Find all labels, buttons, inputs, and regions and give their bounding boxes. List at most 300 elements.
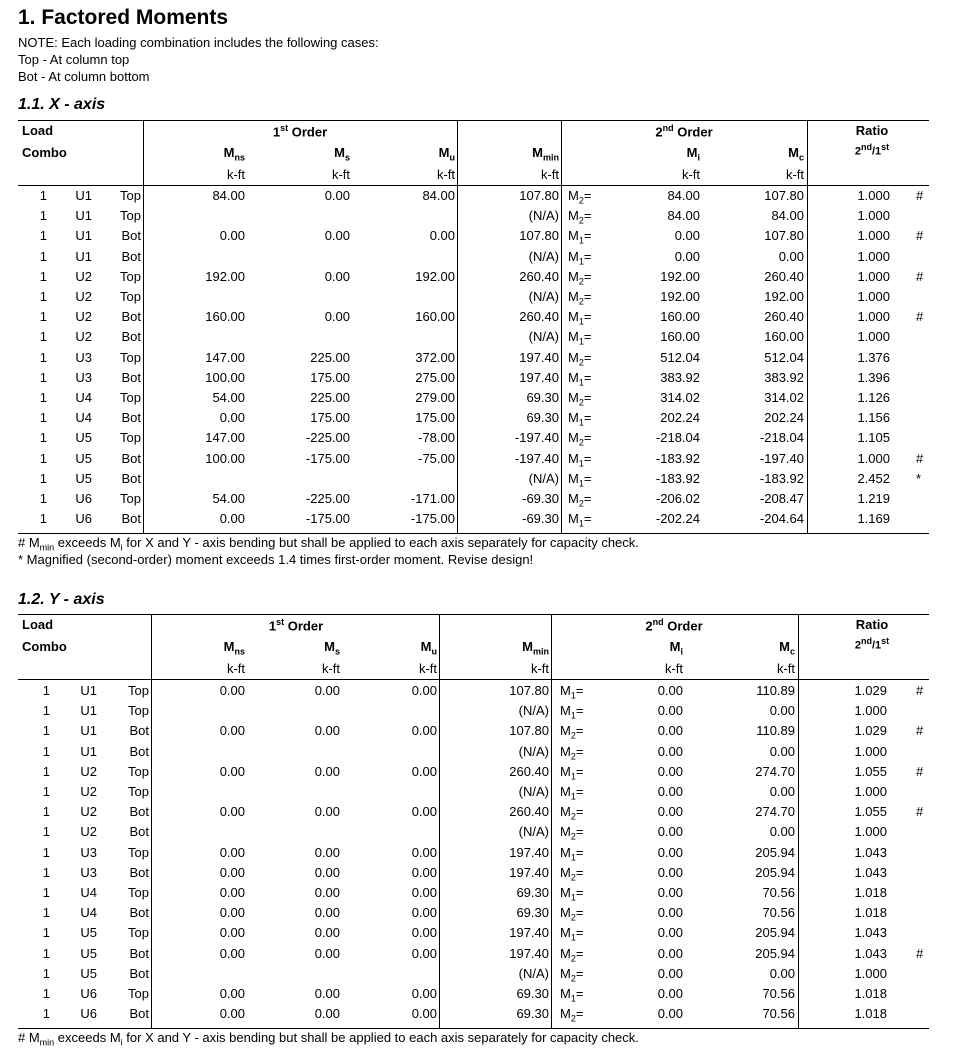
cell-mmin: 197.40	[509, 864, 549, 880]
cell-combo: U2	[80, 824, 97, 840]
cell-position: Top	[120, 349, 141, 365]
note-line: Bot - At column bottom	[18, 69, 150, 84]
cell-mns: 84.00	[212, 188, 245, 203]
cell-mmin: 69.30	[516, 986, 549, 1001]
cell-combo: U1	[75, 248, 92, 264]
cell-flag: #	[916, 228, 924, 244]
cell-ratio: 1.000	[854, 784, 887, 799]
cell-mmin: (N/A)	[518, 743, 549, 759]
cell-mc: 205.94	[755, 864, 795, 880]
cell-mc: 0.00	[769, 703, 795, 719]
cell-mns: 0.00	[219, 763, 245, 779]
cell-moment-end: $M_2=$	[560, 905, 584, 923]
cell-flag: #	[916, 309, 924, 325]
cell-mc: 202.24	[764, 410, 804, 426]
cell-ms: 0.00	[324, 188, 350, 203]
cell-moment-end: $M_2=$	[560, 743, 584, 762]
cell-mi: 0.00	[657, 683, 683, 698]
cell-ratio: 1.000	[854, 703, 887, 719]
cell-flag: #	[916, 723, 924, 739]
cell-mu: 0.00	[411, 905, 437, 921]
cell-position: Bot	[129, 945, 149, 961]
cell-mu: 0.00	[411, 864, 437, 880]
header-load: Load	[22, 123, 54, 138]
cell-mi: 512.04	[660, 349, 700, 365]
cell-mns: 100.00	[205, 450, 245, 466]
cell-mu: 0.00	[411, 1006, 437, 1022]
cell-mi: 202.24	[660, 410, 700, 426]
cell-position: Bot	[129, 743, 149, 759]
cell-mmin: 260.40	[519, 268, 559, 284]
cell-mmin: (N/A)	[518, 784, 549, 799]
cell-load: 1	[39, 248, 47, 264]
cell-combo: U1	[80, 723, 97, 739]
cell-load: 1	[39, 430, 47, 446]
column-divider	[798, 614, 799, 1028]
cell-ms: 175.00	[310, 369, 350, 385]
cell-mi: 0.00	[674, 248, 700, 264]
cell-mc: 0.00	[769, 743, 795, 759]
unit-mu: k-ft	[436, 167, 455, 182]
cell-position: Top	[128, 784, 149, 799]
cell-mc: 512.04	[764, 349, 804, 365]
unit-mc: k-ft	[785, 167, 804, 182]
cell-ratio: 1.000	[854, 824, 887, 840]
cell-ratio: 1.055	[854, 763, 887, 779]
cell-mmin: 197.40	[509, 844, 549, 860]
cell-load: 1	[42, 683, 50, 698]
cell-combo: U4	[75, 390, 92, 405]
cell-position: Top	[128, 986, 149, 1001]
cell-mi: -218.04	[655, 430, 700, 446]
cell-position: Top	[120, 491, 141, 506]
cell-mns: 0.00	[219, 804, 245, 820]
unit-mi: k-ft	[664, 661, 683, 676]
cell-mc: 314.02	[764, 390, 804, 405]
header-ms: $M_s$	[334, 145, 350, 163]
cell-mu: 175.00	[415, 410, 455, 426]
cell-mu: 275.00	[415, 369, 455, 385]
cell-flag: #	[916, 188, 924, 203]
cell-ms: 0.00	[314, 763, 340, 779]
cell-ratio: 1.376	[857, 349, 890, 365]
cell-load: 1	[39, 491, 47, 506]
cell-position: Top	[128, 844, 149, 860]
cell-combo: U5	[80, 925, 97, 941]
cell-position: Bot	[129, 905, 149, 921]
cell-mns: 0.00	[219, 410, 245, 426]
cell-combo: U2	[75, 309, 92, 325]
cell-mmin: 69.30	[516, 885, 549, 900]
cell-position: Bot	[121, 228, 141, 244]
cell-mmin: (N/A)	[528, 289, 559, 304]
cell-mns: 54.00	[212, 491, 245, 506]
cell-flag: #	[916, 804, 924, 820]
cell-combo: U2	[80, 763, 97, 779]
cell-ratio: 1.396	[857, 369, 890, 385]
cell-mi: 0.00	[657, 925, 683, 941]
cell-ratio: 1.018	[854, 1006, 887, 1022]
cell-moment-end: $M_1=$	[568, 248, 592, 267]
cell-combo: U1	[75, 208, 92, 224]
cell-mi: -206.02	[655, 491, 700, 506]
cell-combo: U2	[75, 329, 92, 345]
unit-mu: k-ft	[418, 661, 437, 676]
cell-ms: -175.00	[305, 450, 350, 466]
cell-mc: 84.00	[771, 208, 804, 224]
cell-load: 1	[39, 349, 47, 365]
cell-ratio: 1.000	[857, 268, 890, 284]
cell-moment-end: $M_2=$	[560, 1006, 584, 1024]
header-mmin: $M_{min}$	[522, 639, 549, 657]
cell-mi: 0.00	[657, 945, 683, 961]
cell-moment-end: $M_2=$	[568, 188, 592, 206]
cell-mi: 0.00	[657, 885, 683, 900]
cell-moment-end: $M_2=$	[560, 864, 584, 883]
cell-mi: 84.00	[667, 208, 700, 224]
cell-moment-end: $M_1=$	[568, 511, 592, 529]
cell-mmin: 197.40	[519, 369, 559, 385]
cell-position: Top	[120, 430, 141, 446]
cell-moment-end: $M_1=$	[568, 470, 592, 489]
section-title: 1.1. X - axis	[18, 96, 106, 113]
cell-combo: U5	[80, 945, 97, 961]
cell-mns: 0.00	[219, 986, 245, 1001]
cell-mi: -183.92	[655, 470, 700, 486]
cell-ratio: 2.452	[857, 470, 890, 486]
cell-mi: 0.00	[657, 1006, 683, 1022]
cell-moment-end: $M_1=$	[560, 763, 584, 782]
cell-position: Bot	[121, 511, 141, 527]
cell-ratio: 1.029	[854, 723, 887, 739]
cell-mmin: 197.40	[519, 349, 559, 365]
cell-mmin: -69.30	[522, 491, 559, 506]
cell-mc: 0.00	[769, 824, 795, 840]
cell-flag: #	[916, 268, 924, 284]
cell-ratio: 1.055	[854, 804, 887, 820]
cell-mi: 0.00	[657, 905, 683, 921]
unit-mns: k-ft	[226, 167, 245, 182]
footnote: * Magnified (second-order) moment exceeds 1.4 times first-order moment. Revise design!	[18, 552, 534, 568]
cell-ratio: 1.043	[854, 864, 887, 880]
cell-combo: U4	[75, 410, 92, 426]
cell-mi: 314.02	[660, 390, 700, 405]
cell-flag: #	[916, 450, 924, 466]
cell-position: Top	[120, 208, 141, 224]
cell-combo: U3	[75, 349, 92, 365]
cell-ms: -225.00	[305, 430, 350, 446]
cell-load: 1	[42, 784, 50, 799]
cell-mc: 160.00	[764, 329, 804, 345]
cell-mi: 160.00	[660, 329, 700, 345]
cell-moment-end: $M_2=$	[568, 289, 592, 307]
cell-moment-end: $M_2=$	[568, 208, 592, 226]
cell-mmin: (N/A)	[528, 248, 559, 264]
cell-combo: U1	[75, 228, 92, 244]
header-mu: $M_u$	[438, 145, 455, 163]
header-first-order: 1st Order	[268, 617, 324, 634]
cell-mu: 192.00	[415, 268, 455, 284]
cell-mmin: 69.30	[526, 410, 559, 426]
cell-moment-end: $M_1=$	[560, 844, 584, 863]
cell-mns: 54.00	[212, 390, 245, 405]
cell-mns: 147.00	[205, 430, 245, 446]
cell-moment-end: $M_1=$	[560, 885, 584, 903]
cell-ratio: 1.043	[854, 945, 887, 961]
cell-ratio: 1.000	[857, 329, 890, 345]
cell-position: Bot	[121, 369, 141, 385]
cell-combo: U2	[75, 289, 92, 304]
cell-combo: U5	[75, 430, 92, 446]
cell-ratio: 1.000	[854, 965, 887, 981]
cell-mmin: 260.40	[519, 309, 559, 325]
cell-mu: 160.00	[415, 309, 455, 325]
header-mi: $M_i$	[686, 145, 700, 163]
cell-moment-end: $M_2=$	[568, 491, 592, 509]
cell-mmin: (N/A)	[518, 703, 549, 719]
cell-mu: 0.00	[411, 925, 437, 941]
cell-ms: 0.00	[314, 925, 340, 941]
header-ms: $M_s$	[324, 639, 340, 657]
cell-load: 1	[42, 986, 50, 1001]
cell-mi: 0.00	[657, 763, 683, 779]
cell-position: Top	[120, 289, 141, 304]
cell-position: Top	[120, 188, 141, 203]
cell-mi: 0.00	[657, 804, 683, 820]
cell-ratio: 1.018	[854, 885, 887, 900]
cell-mu: -171.00	[410, 491, 455, 506]
header-bottom-border	[18, 679, 929, 680]
cell-mmin: (N/A)	[518, 965, 549, 981]
cell-mc: 70.56	[762, 885, 795, 900]
cell-ms: 225.00	[310, 349, 350, 365]
footnote: # $M_{min}$ exceeds $M_i$ for X and Y - axis bending but shall be applied to each axis separately for capacity check.	[18, 1030, 639, 1048]
cell-load: 1	[39, 390, 47, 405]
cell-load: 1	[42, 723, 50, 739]
cell-moment-end: $M_2=$	[560, 824, 584, 842]
column-divider	[151, 614, 152, 1028]
cell-mu: -75.00	[418, 450, 455, 466]
cell-mns: 0.00	[219, 945, 245, 961]
cell-mi: -202.24	[655, 511, 700, 527]
cell-combo: U1	[80, 683, 97, 698]
cell-moment-end: $M_1=$	[568, 309, 592, 327]
cell-combo: U6	[75, 511, 92, 527]
cell-position: Bot	[129, 1006, 149, 1022]
cell-mi: 0.00	[657, 824, 683, 840]
cell-ms: 0.00	[314, 723, 340, 739]
table-bottom-border	[18, 1028, 929, 1029]
cell-flag: *	[916, 470, 922, 486]
cell-mi: 383.92	[660, 369, 700, 385]
cell-mns: 0.00	[219, 1006, 245, 1022]
header-first-order: 1st Order	[272, 123, 328, 140]
cell-moment-end: $M_2=$	[560, 804, 584, 822]
cell-ratio: 1.000	[857, 228, 890, 244]
unit-ms: k-ft	[331, 167, 350, 182]
cell-mi: 0.00	[657, 703, 683, 719]
cell-mu: 0.00	[411, 723, 437, 739]
header-second-order: 2nd Order	[645, 617, 703, 634]
header-mc: $M_c$	[788, 145, 804, 163]
cell-mmin: 69.30	[526, 390, 559, 405]
header-mi: $M_i$	[669, 639, 683, 657]
cell-ms: 0.00	[324, 268, 350, 284]
cell-ratio: 1.105	[857, 430, 890, 446]
cell-mc: -218.04	[759, 430, 804, 446]
cell-load: 1	[42, 804, 50, 820]
cell-load: 1	[42, 763, 50, 779]
cell-mu: 0.00	[411, 986, 437, 1001]
cell-mmin: 107.80	[509, 723, 549, 739]
cell-mns: 0.00	[219, 723, 245, 739]
cell-flag: #	[916, 945, 924, 961]
cell-ms: 0.00	[314, 804, 340, 820]
header-combo: Combo	[22, 639, 67, 654]
cell-combo: U2	[80, 804, 97, 820]
cell-load: 1	[39, 268, 47, 284]
cell-combo: U6	[80, 986, 97, 1001]
table-bottom-border	[18, 533, 929, 534]
cell-ms: 0.00	[324, 309, 350, 325]
cell-load: 1	[42, 905, 50, 921]
column-divider	[807, 120, 808, 533]
unit-mns: k-ft	[226, 661, 245, 676]
column-divider	[143, 120, 144, 533]
cell-load: 1	[42, 1006, 50, 1022]
cell-mns: 0.00	[219, 683, 245, 698]
cell-combo: U5	[75, 450, 92, 466]
cell-moment-end: $M_1=$	[560, 683, 584, 701]
section-title: 1.2. Y - axis	[18, 591, 105, 608]
unit-mmin: k-ft	[530, 661, 549, 676]
cell-mmin: (N/A)	[528, 470, 559, 486]
cell-combo: U5	[75, 470, 92, 486]
cell-mc: 70.56	[762, 1006, 795, 1022]
cell-ratio: 1.000	[857, 208, 890, 224]
table-top-border	[18, 614, 929, 615]
cell-mc: 260.40	[764, 268, 804, 284]
cell-load: 1	[42, 864, 50, 880]
cell-moment-end: $M_1=$	[560, 986, 584, 1004]
cell-position: Bot	[121, 410, 141, 426]
cell-ratio: 1.000	[857, 289, 890, 304]
cell-mc: 107.80	[764, 188, 804, 203]
column-divider	[457, 120, 458, 533]
cell-mc: 205.94	[755, 925, 795, 941]
cell-position: Top	[128, 885, 149, 900]
cell-position: Top	[128, 703, 149, 719]
cell-ms: 0.00	[314, 885, 340, 900]
cell-load: 1	[39, 369, 47, 385]
note-line: NOTE: Each loading combination includes the following cases:	[18, 35, 379, 50]
cell-load: 1	[39, 450, 47, 466]
cell-ratio: 1.043	[854, 844, 887, 860]
cell-ratio: 1.043	[854, 925, 887, 941]
cell-mc: 0.00	[769, 784, 795, 799]
cell-position: Bot	[129, 824, 149, 840]
unit-ms: k-ft	[321, 661, 340, 676]
cell-combo: U2	[75, 268, 92, 284]
cell-combo: U6	[75, 491, 92, 506]
cell-position: Top	[128, 925, 149, 941]
cell-mc: 0.00	[769, 965, 795, 981]
cell-moment-end: $M_1=$	[568, 369, 592, 388]
cell-ms: 0.00	[314, 905, 340, 921]
cell-combo: U1	[80, 743, 97, 759]
cell-moment-end: $M_1=$	[568, 450, 592, 469]
header-load: Load	[22, 617, 54, 632]
cell-combo: U4	[80, 905, 97, 921]
cell-position: Bot	[121, 248, 141, 264]
cell-ratio: 1.156	[857, 410, 890, 426]
header-mmin: $M_{min}$	[532, 145, 559, 163]
cell-ratio: 1.000	[857, 450, 890, 466]
page-title: 1. Factored Moments	[18, 6, 229, 29]
cell-ratio: 1.219	[857, 491, 890, 506]
cell-mmin: (N/A)	[518, 824, 549, 840]
cell-ms: 0.00	[324, 228, 350, 244]
cell-mmin: 107.80	[519, 188, 559, 203]
cell-load: 1	[39, 410, 47, 426]
cell-combo: U4	[80, 885, 97, 900]
cell-mns: 0.00	[219, 925, 245, 941]
footnote: # $M_{min}$ exceeds $M_i$ for X and Y - axis bending but shall be applied to each axis separately for capacity check.	[18, 535, 639, 553]
cell-mi: 192.00	[660, 289, 700, 304]
cell-mc: 260.40	[764, 309, 804, 325]
header-combo: Combo	[22, 145, 67, 160]
cell-moment-end: $M_1=$	[568, 410, 592, 428]
cell-mmin: -197.40	[514, 430, 559, 446]
cell-mc: -208.47	[759, 491, 804, 506]
cell-mns: 160.00	[205, 309, 245, 325]
cell-ratio: 1.018	[854, 905, 887, 921]
cell-mns: 0.00	[219, 905, 245, 921]
cell-moment-end: $M_2=$	[560, 945, 584, 964]
cell-mc: 205.94	[755, 945, 795, 961]
cell-ms: 175.00	[310, 410, 350, 426]
cell-mu: 0.00	[411, 804, 437, 820]
cell-position: Top	[120, 390, 141, 405]
cell-mi: 0.00	[657, 965, 683, 981]
column-divider	[551, 614, 552, 1028]
header-ratio: Ratio	[855, 617, 889, 632]
cell-ms: -225.00	[305, 491, 350, 506]
cell-mmin: (N/A)	[528, 208, 559, 224]
cell-ratio: 1.000	[857, 188, 890, 203]
cell-load: 1	[42, 743, 50, 759]
cell-ratio: 1.018	[854, 986, 887, 1001]
cell-load: 1	[42, 844, 50, 860]
cell-mu: 0.00	[429, 228, 455, 244]
cell-mns: 100.00	[205, 369, 245, 385]
cell-ms: 0.00	[314, 1006, 340, 1022]
cell-load: 1	[42, 703, 50, 719]
cell-load: 1	[42, 925, 50, 941]
cell-combo: U5	[80, 965, 97, 981]
cell-moment-end: $M_1=$	[560, 925, 584, 943]
cell-moment-end: $M_2=$	[568, 268, 592, 287]
cell-position: Top	[128, 683, 149, 698]
column-divider	[439, 614, 440, 1028]
cell-combo: U6	[80, 1006, 97, 1022]
cell-load: 1	[42, 885, 50, 900]
cell-ratio: 1.029	[854, 683, 887, 698]
cell-mc: -183.92	[759, 470, 804, 486]
cell-mmin: 260.40	[509, 804, 549, 820]
cell-mns: 0.00	[219, 885, 245, 900]
cell-mmin: 107.80	[519, 228, 559, 244]
